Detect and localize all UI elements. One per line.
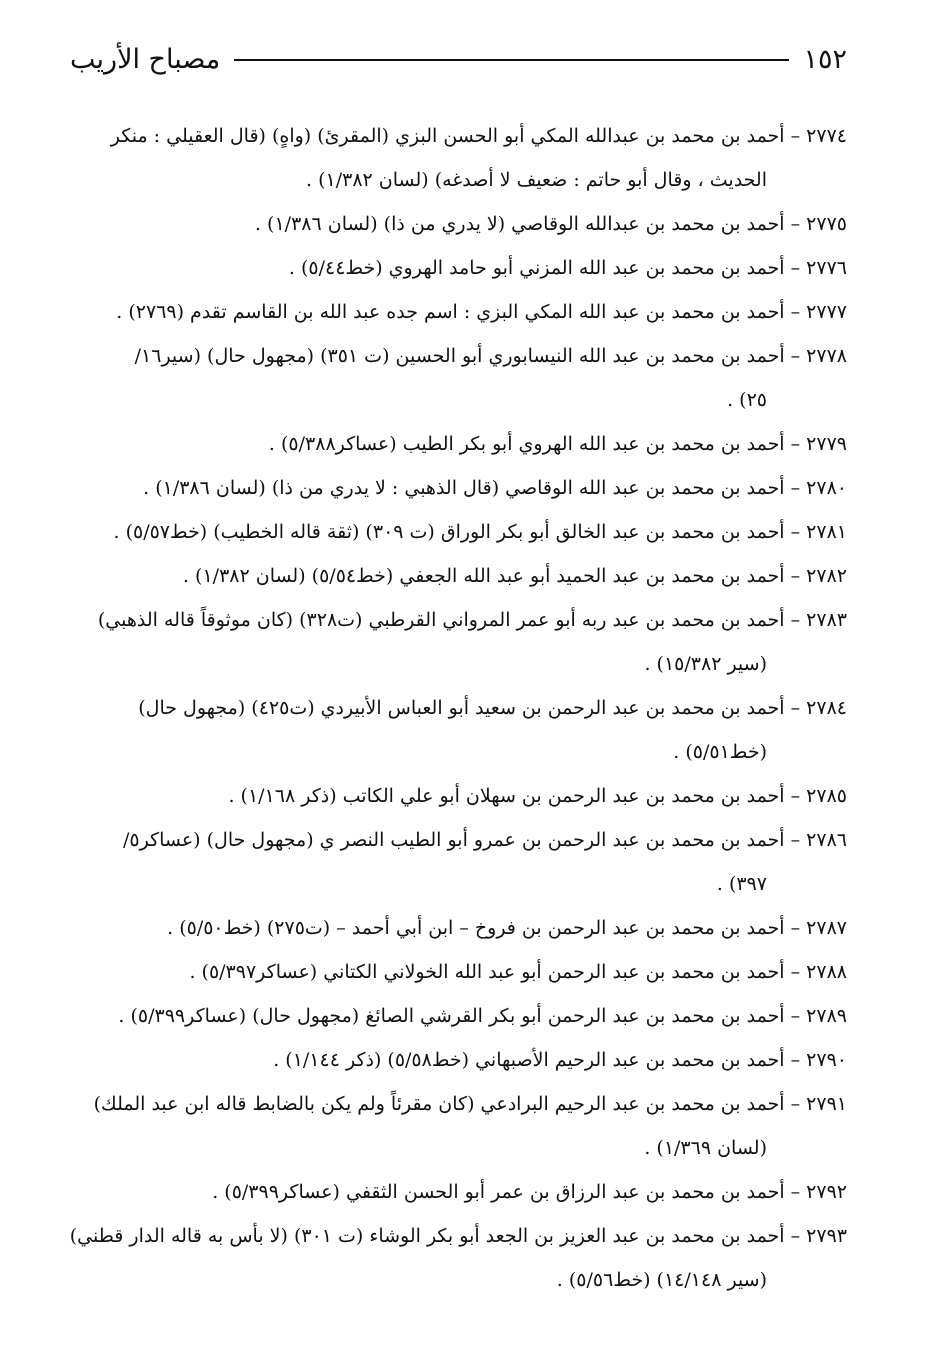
entry-2789 <box>70 994 847 1038</box>
entry-line: ٢٧٨٧ – أحمد بن محمد بن عبد الرحمن بن فروخ – ابن أبي أحمد – (ت٢٧٥) (خط٥/٥٠) . <box>167 917 847 939</box>
entry-line: ٢٧٧٤ – أحمد بن محمد بن عبدالله المكي أبو الحسن البزي (المقرئ) (واهٍ) (قال العقيلي : منكر <box>110 125 847 147</box>
entry-line: ٢٧٨٢ – أحمد بن محمد بن عبد الحميد أبو عبد الله الجعفي (خط٥/٥٤) (لسان ١/٣٨٢) . <box>182 565 847 587</box>
entry-line-continuation: ٣٩٧) . <box>716 873 767 895</box>
entry-2786 <box>70 818 847 906</box>
entry-line: ٢٧٨٥ – أحمد بن محمد بن عبد الرحمن بن سهلان أبو علي الكاتب (ذكر ١/١٦٨) . <box>228 785 847 807</box>
entry-2776 <box>70 246 847 290</box>
entry-line: ٢٧٧٩ – أحمد بن محمد بن عبد الله الهروي أبو بكر الطيب (عساكر٥/٣٨٨) . <box>268 433 847 455</box>
entry-line: ٢٧٨٦ – أحمد بن محمد بن عبد الرحمن بن عمرو أبو الطيب النصر ي (مجهول حال) (عساكر٥/ <box>122 829 847 851</box>
entry-line: ٢٧٨١ – أحمد بن محمد بن عبد الخالق أبو بكر الوراق (ت ٣٠٩) (ثقة قاله الخطيب) (خط٥/٥٧) . <box>113 521 847 543</box>
page-number: ١٥٢ <box>803 44 847 75</box>
entry-line-continuation: الحديث ، وقال أبو حاتم : ضعيف لا أصدغه) (لسان ١/٣٨٢) . <box>306 169 767 191</box>
entry-2779 <box>70 422 847 466</box>
header-rule <box>234 59 789 61</box>
entry-line: ٢٧٧٧ – أحمد بن محمد بن عبد الله المكي البزي : اسم جده عبد الله بن القاسم تقدم (٢٧٦٩) . <box>116 301 847 323</box>
entry-line: ٢٧٩١ – أحمد بن محمد بن عبد الرحيم البرادعي (كان مقرئاً ولم يكن بالضابط قاله ابن عبد الملك) <box>93 1093 847 1115</box>
entry-line-continuation: ٢٥) . <box>727 389 767 411</box>
entry-line: ٢٧٨٠ – أحمد بن محمد بن عبد الله الوقاصي (قال الذهبي : لا يدري من ذا) (لسان ١/٣٨٦) . <box>143 477 847 499</box>
entry-line: ٢٧٨٣ – أحمد بن محمد بن عبد ربه أبو عمر المرواني القرطبي (ت٣٢٨) (كان موثوقاً قاله الذهبي) <box>97 609 847 631</box>
entry-line: ٢٧٧٥ – أحمد بن محمد بن عبدالله الوقاصي (لا يدري من ذا) (لسان ١/٣٨٦) . <box>254 213 847 235</box>
entries-list <box>70 114 847 1302</box>
entry-2785 <box>70 774 847 818</box>
entry-line: ٢٧٨٤ – أحمد بن محمد بن عبد الرحمن بن سعيد أبو العباس الأبيردي (ت٤٢٥) (مجهول حال) <box>138 697 847 719</box>
entry-line: ٢٧٩٢ – أحمد بن محمد بن عبد الرزاق بن عمر أبو الحسن الثقفي (عساكر٥/٣٩٩) . <box>212 1181 847 1203</box>
entry-line: ٢٧٧٨ – أحمد بن محمد بن عبد الله النيسابوري أبو الحسين (ت ٣٥١) (مجهول حال) (سير١٦/ <box>134 345 847 367</box>
entry-line-continuation: (لسان ١/٣٦٩) . <box>644 1137 767 1159</box>
entry-line: ٢٧٩٣ – أحمد بن محمد بن عبد العزيز بن الجعد أبو بكر الوشاء (ت ٣٠١) (لا بأس به قاله الدار قطني) <box>70 1225 847 1247</box>
entry-2793 <box>70 1214 847 1302</box>
entry-2792 <box>70 1170 847 1214</box>
entry-2777 <box>70 290 847 334</box>
entry-2774 <box>70 114 847 202</box>
entry-line: ٢٧٩٠ – أحمد بن محمد بن عبد الرحيم الأصبهاني (خط٥/٥٨) (ذكر ١/١٤٤) . <box>273 1049 847 1071</box>
entry-2790 <box>70 1038 847 1082</box>
entry-line: ٢٧٧٦ – أحمد بن محمد بن عبد الله المزني أبو حامد الهروي (خط٥/٤٤) . <box>288 257 847 279</box>
entry-line-continuation: (سير ١٥/٣٨٢) . <box>644 653 767 675</box>
entry-2782 <box>70 554 847 598</box>
entry-2784 <box>70 686 847 774</box>
entry-2781 <box>70 510 847 554</box>
entry-2783 <box>70 598 847 686</box>
entry-line: ٢٧٨٩ – أحمد بن محمد بن عبد الرحمن أبو بكر القرشي الصائغ (مجهول حال) (عساكر٥/٣٩٩) . <box>118 1005 847 1027</box>
entry-2787 <box>70 906 847 950</box>
entry-2778 <box>70 334 847 422</box>
entry-line-continuation: (خط٥/٥١) . <box>673 741 767 763</box>
entry-2788 <box>70 950 847 994</box>
running-head <box>70 38 847 82</box>
entry-2775 <box>70 202 847 246</box>
entry-line-continuation: (سير ١٤/١٤٨) (خط٥/٥٦) . <box>556 1269 767 1291</box>
entry-2791 <box>70 1082 847 1170</box>
entry-line: ٢٧٨٨ – أحمد بن محمد بن عبد الرحمن أبو عبد الله الخولاني الكتاني (عساكر٥/٣٩٧) . <box>189 961 847 983</box>
entry-2780 <box>70 466 847 510</box>
book-title: مصباح الأريب <box>70 44 221 75</box>
